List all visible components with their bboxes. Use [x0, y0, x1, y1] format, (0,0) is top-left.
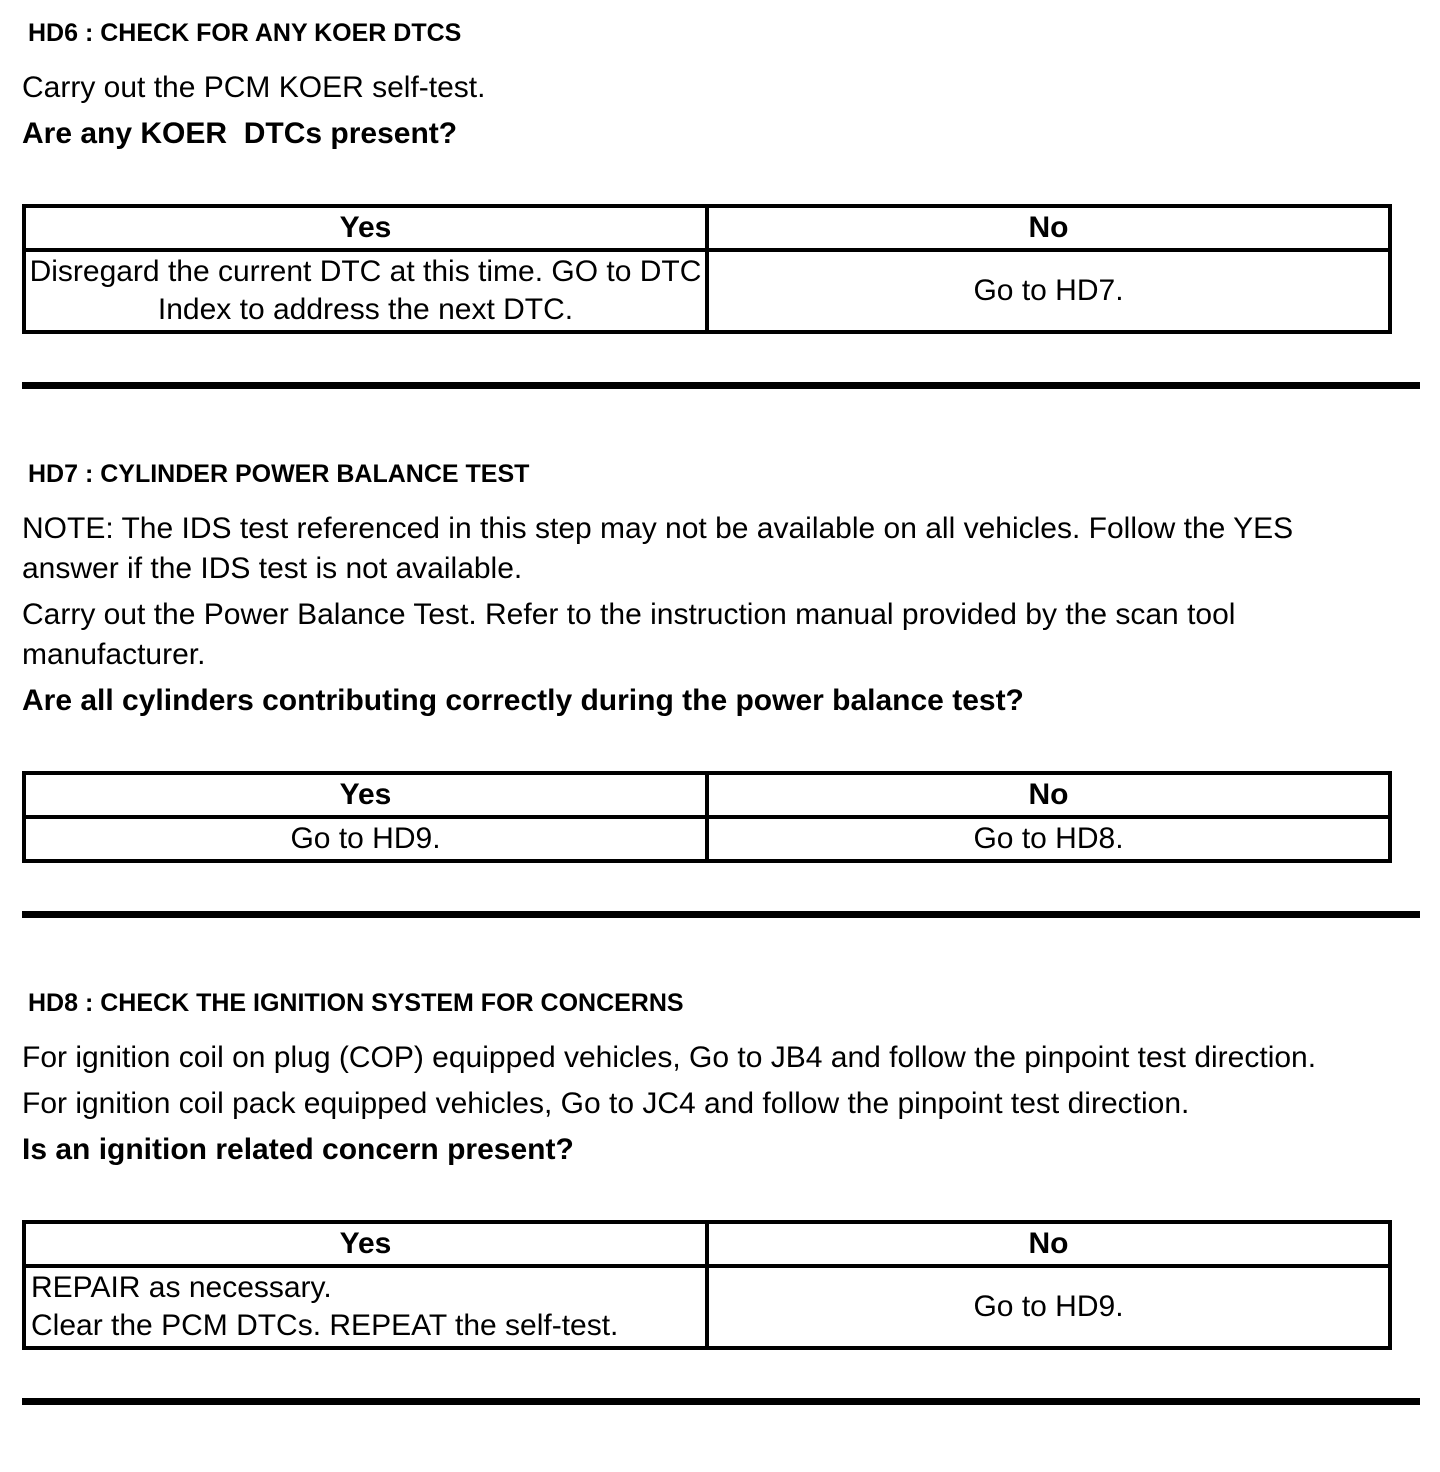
table-action-row: [24, 250, 1390, 332]
step-instruction: Carry out the Power Balance Test. Refer to the instruction manual provided by the scan tool manufacturer.: [22, 598, 1236, 671]
section-divider: [22, 1398, 1420, 1405]
no-header-cell: No: [707, 773, 1390, 817]
section-hd7: [0, 459, 1440, 918]
step-question: Are any KOER DTCs present?: [22, 117, 458, 150]
section-divider: [22, 382, 1420, 389]
step-note: NOTE: The IDS test referenced in this step may not be available on all vehicles. Follow the YES answer if the IDS test is not available.: [22, 512, 1294, 585]
no-action-cell: Go to HD9.: [707, 1266, 1390, 1348]
step-instruction: For ignition coil pack equipped vehicles, Go to JC4 and follow the pinpoint test direction.: [22, 1087, 1190, 1120]
step-instruction: For ignition coil on plug (COP) equipped vehicles, Go to JB4 and follow the pinpoint test direction.: [22, 1041, 1317, 1074]
no-action-cell: Go to HD7.: [707, 250, 1390, 332]
section-hd8: [0, 988, 1440, 1405]
step-heading-hd8: HD8 : CHECK THE IGNITION SYSTEM FOR CONCERNS: [28, 989, 684, 1017]
no-header-cell: No: [707, 1222, 1390, 1266]
step-heading-hd7: HD7 : CYLINDER POWER BALANCE TEST: [28, 460, 530, 488]
step-instruction: Carry out the PCM KOER self-test.: [22, 71, 486, 104]
table-action-row: [24, 817, 1390, 861]
step-question: Is an ignition related concern present?: [22, 1133, 574, 1166]
yes-header-cell: Yes: [24, 773, 707, 817]
step-heading-hd6: HD6 : CHECK FOR ANY KOER DTCS: [28, 19, 462, 47]
yes-action-cell: Disregard the current DTC at this time. GO to DTC Index to address the next DTC.: [24, 250, 707, 332]
section-hd6: [0, 18, 1440, 389]
yes-action-line: REPAIR as necessary.: [31, 1271, 332, 1304]
table-header-row: [24, 1222, 1390, 1266]
yes-action-cell: Go to HD9.: [24, 817, 707, 861]
yes-action-line: Clear the PCM DTCs. REPEAT the self-test.: [31, 1309, 619, 1342]
no-header-cell: No: [707, 206, 1390, 250]
step-question: Are all cylinders contributing correctly during the power balance test?: [22, 684, 1024, 717]
section-divider: [22, 911, 1420, 918]
answer-table-hd6: [22, 204, 1392, 334]
yes-header-cell: Yes: [24, 1222, 707, 1266]
answer-table-hd8: [22, 1220, 1392, 1350]
yes-header-cell: Yes: [24, 206, 707, 250]
table-header-row: [24, 773, 1390, 817]
table-action-row: [24, 1266, 1390, 1348]
no-action-cell: Go to HD8.: [707, 817, 1390, 861]
table-header-row: [24, 206, 1390, 250]
yes-action-cell: [24, 1266, 707, 1348]
answer-table-hd7: [22, 771, 1392, 863]
